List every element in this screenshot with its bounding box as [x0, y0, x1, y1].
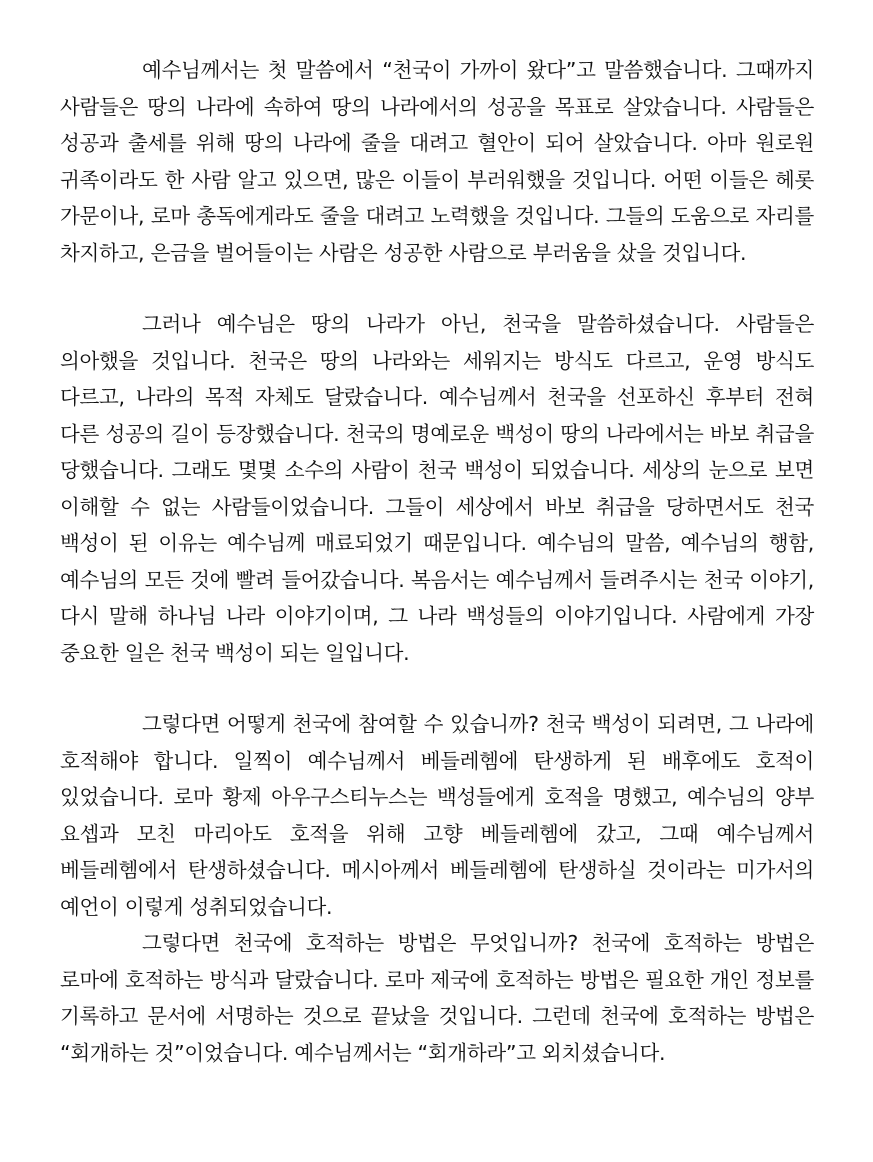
paragraph-3: 그렇다면 어떻게 천국에 참여할 수 있습니까? 천국 백성이 되려면, 그 나라에 호적해야 합니다. 일찍이 예수님께서 베들레헴에 탄생하게 된 배후에도 호적이 있었습니다. 로마 황제 아우구스티누스는 백성들에게 호적을 명했고, 예수님의 양부 요셉과 모친 마리아도 호적을 위해 고향 베들레헴에 갔고, 그때 예수님께서 베들레헴에서 탄생하셨습니다. 메시아께서 베들레헴에 탄생하실 것이라는 미가서의 예언이 이렇게 성취되었습니다. — [60, 712, 814, 919]
paragraph-2: 그러나 예수님은 땅의 나라가 아닌, 천국을 말씀하셨습니다. 사람들은 의아했을 것입니다. 천국은 땅의 나라와는 세워지는 방식도 다르고, 운영 방식도 다르고, 나라의 목적 자체도 달랐습니다. 예수님께서 천국을 선포하신 후부터 전혀 다른 성공의 길이 등장했습니다. 천국의 명예로운 백성이 땅의 나라에서는 바보 취급을 당했습니다. 그래도 몇몇 소수의 사람이 천국 백성이 되었습니다. 세상의 눈으로 보면 이해할 수 없는 사람들이었습니다. 그들이 세상에서 바보 취급을 당하면서도 천국 백성이 된 이유는 예수님께 매료되었기 때문입니다. 예수님의 말씀, 예수님의 행함, 예수님의 모든 것에 빨려 들어갔습니다. 복음서는 예수님께서 들려주시는 천국 이야기, 다시 말해 하나님 나라 이야기이며, 그 나라 백성들의 이야기입니다. 사람에게 가장 중요한 일은 천국 백성이 되는 일입니다. — [60, 312, 814, 665]
paragraph-1: 예수님께서는 첫 말씀에서 “천국이 가까이 왔다”고 말씀했습니다. 그때까지 사람들은 땅의 나라에 속하여 땅의 나라에서의 성공을 목표로 살았습니다. 사람들은 성공과 출세를 위해 땅의 나라에 줄을 대려고 혈안이 되어 살았습니다. 아마 원로원 귀족이라도 한 사람 알고 있으면, 많은 이들이 부러워했을 것입니다. 어떤 이들은 헤롯 가문이나, 로마 총독에게라도 줄을 대려고 노력했을 것입니다. 그들의 도움으로 자리를 차지하고, 은금을 벌어들이는 사람은 성공한 사람으로 부러움을 샀을 것입니다. — [60, 58, 814, 265]
document-body — [60, 52, 814, 1071]
paragraph-4: 그렇다면 천국에 호적하는 방법은 무엇입니까? 천국에 호적하는 방법은 로마에 호적하는 방식과 달랐습니다. 로마 제국에 호적하는 방법은 필요한 개인 정보를 기록하고 문서에 서명하는 것으로 끝났을 것입니다. 그런데 천국에 호적하는 방법은 “회개하는 것”이었습니다. 예수님께서는 “회개하라”고 외치셨습니다. — [60, 931, 814, 1065]
